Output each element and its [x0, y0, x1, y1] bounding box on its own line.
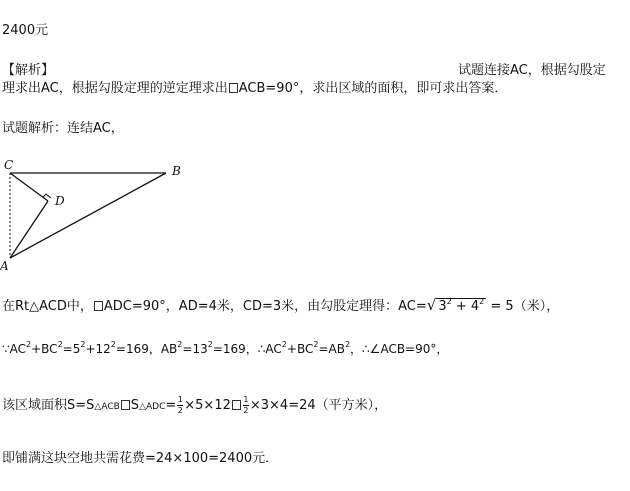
step3-sub2: S	[130, 398, 140, 413]
sqrt-b-exp: 2	[479, 297, 485, 306]
frac-num: 1	[177, 395, 183, 404]
analysis-heading: 【解析】	[2, 63, 55, 78]
exp: 2	[177, 340, 183, 349]
missing-glyph-icon	[94, 301, 103, 311]
exp: 2	[344, 340, 351, 349]
label-a: A	[0, 259, 9, 273]
edge-cd	[10, 173, 48, 201]
missing-glyph-icon	[229, 83, 238, 93]
sqrt-a-exp: 2	[446, 297, 452, 306]
step2-t5: =169，AB	[115, 342, 178, 356]
missing-glyph-icon	[232, 400, 241, 410]
step3-line	[2, 396, 387, 416]
step1-line	[2, 296, 559, 316]
exp: 2	[281, 340, 287, 349]
step2-t3: =5	[62, 342, 81, 356]
exp: 2	[26, 340, 32, 349]
exp: 2	[80, 340, 86, 349]
sqrt-b: 4	[470, 299, 480, 314]
step2-t4: +12	[85, 342, 111, 356]
step2-t10: ，∴∠ACB=90°，	[350, 342, 449, 356]
sqrt-a: 3	[438, 299, 447, 314]
step3-sub1: △ACB	[94, 402, 120, 412]
analysis-line2-b: ACB=90°，求出区域的面积，即可求出答案．	[238, 81, 508, 96]
step3-sub3: △ADC	[139, 402, 166, 412]
sqrt-radicand: $3^2 + 4^2$	[438, 297, 485, 314]
exp: 2	[57, 340, 63, 349]
step1-prefix: 在Rt△ACD中，	[2, 299, 93, 314]
step2-t2: +BC	[31, 342, 58, 356]
frac-num: 1	[243, 395, 249, 404]
edge-ad	[10, 201, 48, 258]
step2-t8: +BC	[286, 342, 314, 356]
exp: 2	[110, 340, 116, 349]
missing-glyph-icon	[121, 400, 130, 410]
fraction-half	[177, 396, 183, 415]
step2-t7: =169，∴AC	[212, 342, 282, 356]
step4-line: 即铺满这块空地共需花费=24×100=2400元．	[2, 451, 279, 466]
answer-text: 2400元	[2, 23, 49, 38]
step2-line	[2, 340, 448, 358]
analysis-line2-a: 理求出AC，根据勾股定理的逆定理求出	[2, 81, 228, 96]
step2-t1: ∵AC	[2, 342, 27, 356]
step2-t6: =13	[182, 342, 208, 356]
analysis-text-line2	[2, 80, 507, 98]
label-d: D	[55, 194, 65, 208]
step3-t2: =	[165, 398, 177, 413]
frac-den: 2	[177, 406, 183, 415]
step1-mid: ADC=90°，AD=4米，CD=3米，由勾股定理得：AC=	[103, 299, 427, 314]
fraction-half	[243, 396, 249, 415]
step3-t1: 该区域面积S=S	[2, 398, 95, 413]
triangle-figure	[0, 155, 200, 275]
exp: 2	[207, 340, 213, 349]
step2-t9: =AB	[318, 342, 345, 356]
step1-unit: （米），	[513, 299, 560, 314]
step3-t4: ×3×4=24（平方米），	[249, 398, 388, 413]
frac-den: 2	[243, 406, 249, 415]
exp: 2	[313, 340, 319, 349]
solution-intro: 试题解析：连结AC，	[2, 121, 124, 136]
label-c: C	[4, 158, 14, 172]
sqrt-icon: √	[426, 296, 437, 314]
label-b: B	[172, 164, 181, 178]
edge-ab	[10, 173, 166, 258]
step1-equals: = 5	[490, 299, 514, 314]
analysis-text-right: 试题连接AC，根据勾股定	[458, 63, 606, 78]
step3-t3: ×5×12	[184, 398, 231, 413]
